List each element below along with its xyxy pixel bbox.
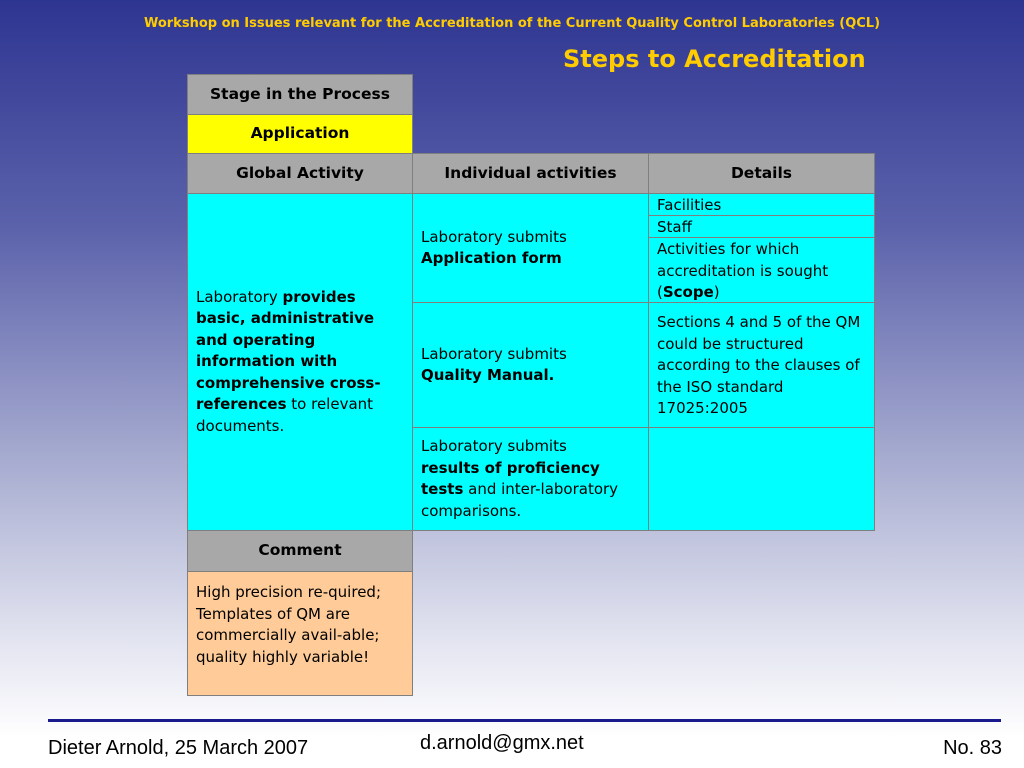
global-activity-cell [187, 193, 413, 531]
footer-page-number: No. 83 [943, 737, 1002, 759]
details-staff: Staff [648, 215, 875, 238]
workshop-title: Workshop on Issues relevant for the Accreditation of the Current Quality Control Laboratories (QCL) [143, 16, 881, 31]
column-header-label: Individual activities [444, 163, 617, 182]
details-empty [648, 427, 875, 531]
details-quality-manual: Sections 4 and 5 of the QM could be structured according to the clauses of the ISO standard 17025:2005 [648, 302, 875, 428]
column-header-global [187, 153, 413, 194]
stage-value-label: Application [250, 124, 350, 143]
stage-header-label: Stage in the Process [210, 84, 390, 103]
comment-text: High precision re-quired; Templates of QM are commercially avail-able; quality highly variable! [196, 583, 381, 666]
footer-email[interactable]: d.arnold@gmx.net [420, 732, 584, 754]
individual-activity-text: Laboratory submits results of proficiency tests and inter-laboratory comparisons. [421, 437, 619, 520]
column-header-details [648, 153, 875, 194]
stage-value-cell [187, 114, 413, 154]
slide-title: Steps to Accreditation [563, 45, 866, 73]
individual-activity-text: Laboratory submits Quality Manual. [421, 344, 567, 384]
column-header-individual [412, 153, 649, 194]
comment-header-cell [187, 530, 413, 572]
details-facilities: Facilities [648, 193, 875, 216]
individual-activity-text: Laboratory submits Application form [421, 227, 567, 267]
individual-activity-application [412, 193, 649, 303]
details-scope: Activities for which accreditation is sought (Scope) [648, 237, 875, 303]
footer-divider [48, 719, 1001, 722]
individual-activity-quality-manual [412, 302, 649, 428]
comment-header-label: Comment [258, 541, 342, 560]
global-activity-text: Laboratory provides basic, administrative and operating information with comprehensive cross-references to relevant documents. [196, 287, 381, 435]
individual-activity-proficiency [412, 427, 649, 531]
stage-header-cell [187, 74, 413, 115]
column-header-label: Global Activity [236, 163, 364, 182]
footer-author-date: Dieter Arnold, 25 March 2007 [48, 737, 309, 759]
comment-cell [187, 571, 413, 696]
column-header-label: Details [730, 163, 793, 182]
